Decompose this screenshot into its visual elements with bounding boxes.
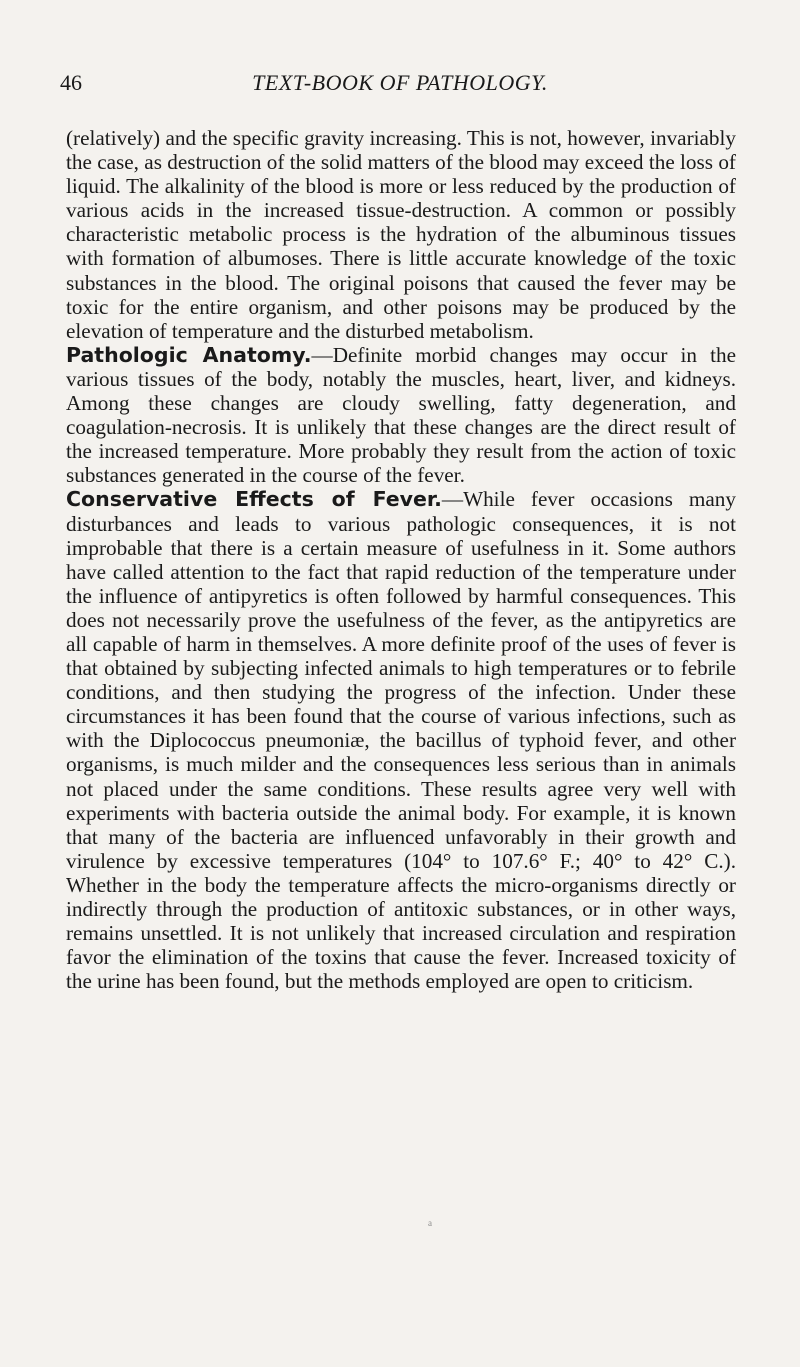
paragraph-body: —Definite morbid changes may occur in the various tissues of the body, notably the muscles, heart, liver, and kidneys. Among these changes are cloudy swelling, fatty degeneration, and coagulation-necrosis. It is unlikely that these changes are the direct result of the increased temperature. More probably they result from the action of toxic substances generated in the course of the fever. [66,342,736,488]
body-text [66,126,736,993]
paragraph-blood-changes: (relatively) and the specific gravity increasing. This is not, however, invariably the case, as destruction of the solid matters of the blood may exceed the loss of liquid. The alkalinity of the blood is more or less reduced by the production of various acids in the increased tissue-destruction. A common or possibly characteristic metabolic process is the hydration of the albuminous tissues with formation of albumoses. There is little accurate knowledge of the toxic substances in the blood. The original poisons that caused the fever may be toxic for the entire organism, and other poisons may be produced by the elevation of temperature and the disturbed metabolism. [66,126,736,343]
paragraph-body: —While fever occasions many disturbances and leads to various pathologic consequences, it is not improbable that there is a certain measure of usefulness in it. Some authors have called attention to the fact that rapid reduction of the temperature under the influence of antipyretics is often followed by harmful consequences. This does not necessarily prove the usefulness of the fever, as the antipyretics are all capable of harm in themselves. A more definite proof of the uses of fever is that obtained by subjecting infected animals to high temperatures or to febrile conditions, and then studying the progress of the infection. Under these circumstances it has been found that the course of various infections, such as with the Diplococcus pneumoniæ, the bacillus of typhoid fever, and other organisms, is much milder and the consequences less serious than in animals not placed under the same conditions. These results agree very well with experiments with bacteria outside the animal body. For example, it is known that many of the bacteria are influenced unfavorably in their growth and virulence by excessive temperatures (104° to 107.6° F.; 40° to 42° C.). Whether in the body the temperature affects the micro-organisms directly or indirectly through the production of antitoxic substances, or in other ways, remains unsettled. It is not unlikely that increased circulation and respiration favor the elimination of the toxins that cause the fever. Increased toxicity of the urine has been found, but the methods employed are open to criticism. [66,487,736,994]
stray-print-mark: a [428,1218,432,1228]
paragraph-conservative-effects [66,487,736,993]
running-title: TEXT-BOOK OF PATHOLOGY. [252,70,548,95]
running-head [60,70,740,100]
paragraph-pathologic-anatomy [66,343,736,488]
section-heading-pathologic-anatomy: Pathologic Anatomy. [66,342,312,367]
section-heading-conservative-effects: Conservative Effects of Fever. [66,487,442,512]
page-number: 46 [60,70,82,95]
